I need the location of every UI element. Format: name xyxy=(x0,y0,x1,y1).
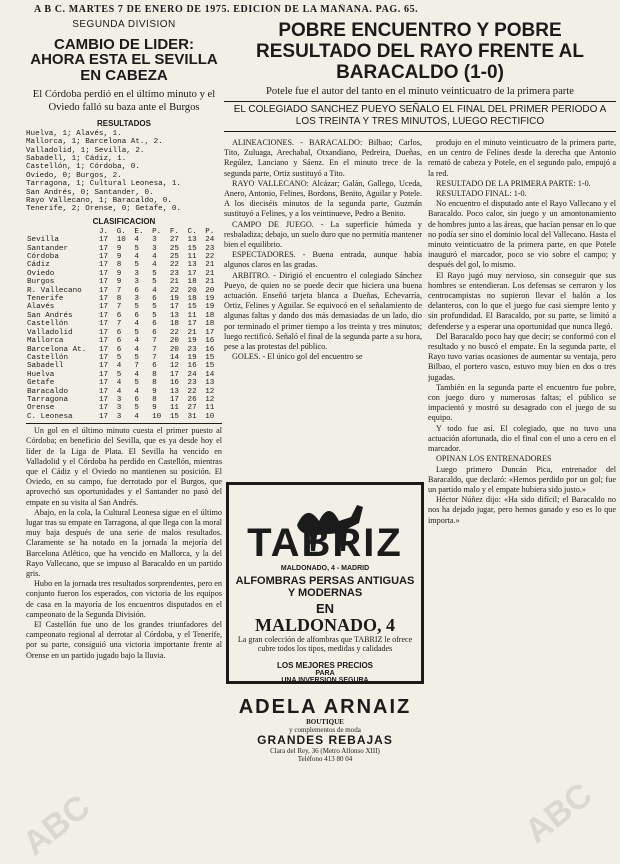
stat-cell: 25 xyxy=(169,253,179,262)
stat-cell: 4 xyxy=(134,253,139,262)
stat-cell: 15 xyxy=(187,303,197,312)
stat-cell: 6 xyxy=(152,362,157,371)
stat-cell: 8 xyxy=(116,261,122,270)
stat-cell: 15 xyxy=(169,412,179,421)
right-column-2 xyxy=(428,138,616,856)
stat-cell: 17 xyxy=(99,269,109,278)
stat-cell: 5 xyxy=(116,353,122,362)
stat-cell: 15 xyxy=(205,353,215,362)
stat-cell: 9 xyxy=(116,244,122,253)
paragraph: Del Baracaldo poco hay que decir; se conformó con el resultado y no buscó el empate. En la segunda parte, el Rayo tuvo varias ocasiones de aumentar su ventaja, pero Bilbao, el portero vasco, estuvo muy bien en dos o tres jugadas. xyxy=(428,331,616,382)
tabriz-para: PARA xyxy=(315,670,335,677)
stat-cell: 4 xyxy=(134,370,139,379)
stat-cell: 17 xyxy=(169,303,179,312)
standings-row xyxy=(26,379,222,387)
stat-cell: 4 xyxy=(152,286,157,295)
stat-cell: 3 xyxy=(152,244,157,253)
paragraph: El Castellón fue uno de los grandes triunfadores del campeonato regional al derrotar al Córdoba, y el Tenerife, por su parte, consiguió una victoria importante frente al Orense en un partido jugado bajo la lluvia. xyxy=(26,620,222,660)
stat-cell: 3 xyxy=(134,269,139,278)
stat-cell: 4 xyxy=(116,362,122,371)
standings-row xyxy=(26,261,222,269)
result-line: Mallorca, 1; Barcelona At., 2. xyxy=(26,138,163,147)
stat-cell: 13 xyxy=(187,261,197,270)
paragraph: Hubo en la jornada tres resultados sorprendentes, pero en conjunto fueron los esperados, con victoria de los equipos de casa en la mayoría de los encuentros disputados en el campeonato de la Segunda División. xyxy=(26,579,222,619)
stat-cell: 17 xyxy=(187,320,197,329)
page-header: A B C. MARTES 7 DE ENERO DE 1975. EDICION DE LA MAÑANA. PAG. 65. xyxy=(34,4,419,15)
stat-cell: 3 xyxy=(116,404,122,413)
standings-header-cell: P. xyxy=(152,227,162,236)
stat-cell: 17 xyxy=(99,311,109,320)
standings-header-row xyxy=(26,228,222,236)
team-name: Mallorca xyxy=(27,337,64,346)
stat-cell: 7 xyxy=(152,345,157,354)
stat-cell: 18 xyxy=(187,278,197,287)
results-list xyxy=(26,130,222,214)
stat-cell: 11 xyxy=(169,404,179,413)
team-name: Getafe xyxy=(27,379,55,388)
stat-cell: 9 xyxy=(152,387,157,396)
standings-row xyxy=(26,295,222,303)
stat-cell: 17 xyxy=(99,236,109,245)
stat-cell: 7 xyxy=(116,320,122,329)
paragraph: El Rayo jugó muy nervioso, sin conseguir que sus hombres se entendieran. Los defensas se cerraron y los centrocampistas no supieron llevar el balón a los delanteros, con lo que el juego fue casi siempre lento y sin profundidad. El Baracaldo, por su parte, se limitó a defenderse y a esperar una oportunidad que nunca llegó. xyxy=(428,270,616,331)
stat-cell: 18 xyxy=(205,320,215,329)
stat-cell: 22 xyxy=(169,328,179,337)
stat-cell: 17 xyxy=(99,253,109,262)
team-name: Tarragona xyxy=(27,395,69,404)
stat-cell: 18 xyxy=(169,320,179,329)
stat-cell: 17 xyxy=(99,387,109,396)
stat-cell: 13 xyxy=(187,236,197,245)
divider xyxy=(26,423,222,424)
stat-cell: 5 xyxy=(116,370,122,379)
stat-cell: 9 xyxy=(152,404,157,413)
stat-cell: 5 xyxy=(152,278,157,287)
standings-header-cell: F. xyxy=(169,227,179,236)
paragraph: GOLES. - El único gol del encuentro se xyxy=(232,352,363,362)
stat-cell: 17 xyxy=(99,320,109,329)
standings-row xyxy=(26,404,222,412)
stat-cell: 23 xyxy=(205,244,215,253)
standings-row xyxy=(26,396,222,404)
stat-cell: 5 xyxy=(134,353,139,362)
stat-cell: 23 xyxy=(187,379,197,388)
stat-cell: 4 xyxy=(116,379,122,388)
stat-cell: 10 xyxy=(205,412,215,421)
paragraph: Un gol en el último minuto cuesta el primer puesto al Córdoba; en beneficio del Sevilla, que es ya desde hoy el líder de la Liga de Plata. El Sevilla ha vencido en Valladolid y el Córdoba ha perdido en Castellón, mientras que el Cádiz y el Oviedo no mantienen su posición. El Oviedo, en su campo, fue derrotado por el Burgos, que aprovechó sus oportunidades y el Santander no pasó del empate en su visita al San Andrés. xyxy=(26,426,222,507)
standings-row xyxy=(26,253,222,261)
stat-cell: 9 xyxy=(116,253,122,262)
stat-cell: 12 xyxy=(169,362,179,371)
divider xyxy=(224,131,616,132)
result-line: Huelva, 1; Alavés, 1. xyxy=(26,129,122,138)
stat-cell: 17 xyxy=(99,362,109,371)
standings-row xyxy=(26,312,222,320)
result-line: Tenerife, 2; Orense, 0; Getafe, 0. xyxy=(26,205,181,214)
stat-cell: 31 xyxy=(187,412,197,421)
stat-cell: 3 xyxy=(134,278,139,287)
team-name: Córdoba xyxy=(27,253,59,262)
stat-cell: 6 xyxy=(134,395,139,404)
stat-cell: 6 xyxy=(116,311,122,320)
paragraph: produjo en el minuto veinticuatro de la primera parte, en un centro de Felines desde la derecha que Antonio remató de cabeza y Potele, en el segundo palo, empujó a la red. xyxy=(428,138,616,178)
stat-cell: 6 xyxy=(152,320,157,329)
stat-cell: 17 xyxy=(99,286,109,295)
stat-cell: 5 xyxy=(134,261,139,270)
stat-cell: 22 xyxy=(205,253,215,262)
adela-name: ADELA ARNAIZ xyxy=(238,696,412,718)
stat-cell: 4 xyxy=(152,261,157,270)
team-name: Alavés xyxy=(27,303,55,312)
stat-cell: 8 xyxy=(152,395,157,404)
stat-cell: 17 xyxy=(99,337,109,346)
team-name: Huelva xyxy=(27,370,55,379)
stat-cell: 3 xyxy=(116,395,122,404)
team-name: Oviedo xyxy=(27,269,55,278)
stat-cell: 16 xyxy=(205,345,215,354)
tabriz-street: MALDONADO, 4 xyxy=(255,615,395,635)
team-name: C. Leonesa xyxy=(27,412,73,421)
stat-cell: 5 xyxy=(134,379,139,388)
tabriz-ad xyxy=(226,482,424,684)
stat-cell: 24 xyxy=(187,370,197,379)
standings-row xyxy=(26,270,222,278)
stat-cell: 5 xyxy=(134,303,139,312)
stat-cell: 5 xyxy=(134,244,139,253)
team-name: Santander xyxy=(27,244,69,253)
stat-cell: 20 xyxy=(205,286,215,295)
team-name: San Andrés xyxy=(27,311,73,320)
stat-cell: 17 xyxy=(187,269,197,278)
standings-row xyxy=(26,337,222,345)
stat-cell: 16 xyxy=(205,337,215,346)
standings-row xyxy=(26,236,222,244)
paragraph: Luego primero Duncán Pica, entrenador del Baracaldo, que declaró: «Hemos perdido por un gol; fue un partido malo y el empate hubiera sido justo.» xyxy=(428,464,616,494)
stat-cell: 17 xyxy=(99,395,109,404)
stat-cell: 4 xyxy=(134,320,139,329)
adela-address: Clara del Rey, 36 (Metro Alfonso XIII) xyxy=(270,747,380,755)
standings-row xyxy=(26,303,222,311)
stat-cell: 19 xyxy=(205,303,215,312)
standings-row xyxy=(26,413,222,421)
standings-header-cell: G. xyxy=(116,227,126,236)
stat-cell: 27 xyxy=(187,404,197,413)
stat-cell: 17 xyxy=(99,379,109,388)
stat-cell: 23 xyxy=(169,269,179,278)
standings-header-cell xyxy=(26,228,98,236)
stat-cell: 6 xyxy=(116,328,122,337)
standings-row xyxy=(26,278,222,286)
stat-cell: 17 xyxy=(99,295,109,304)
stat-cell: 19 xyxy=(187,353,197,362)
standings-row xyxy=(26,388,222,396)
team-name: Burgos xyxy=(27,278,55,287)
standings-row xyxy=(26,354,222,362)
stat-cell: 18 xyxy=(187,295,197,304)
stat-cell: 4 xyxy=(134,337,139,346)
stat-cell: 5 xyxy=(152,311,157,320)
paragraph: También en la segunda parte el encuentro fue pobre, con juego duro y numerosas faltas; el público se impacientó y mostró su desagrado con el juego de su equipo. xyxy=(428,382,616,423)
paragraph: ALINEACIONES. - BARACALDO: Bilbao; Carlos, Tito, Zuluaga, Arechabal, Otxandiano, Pedreira, Dueñas, Regúlez, Lanciano y Sáenz. En el minuto trece de la segunda parte, Ortiz sustituyó a Tito. xyxy=(224,138,422,178)
stat-cell: 3 xyxy=(116,412,122,421)
stat-cell: 17 xyxy=(99,404,109,413)
adela-phone: Teléfono 413 80 04 xyxy=(297,755,353,763)
stat-cell: 14 xyxy=(169,353,179,362)
team-name: Valladolid xyxy=(27,328,73,337)
stat-cell: 7 xyxy=(116,286,122,295)
stat-cell: 11 xyxy=(187,311,197,320)
divider xyxy=(224,101,616,102)
stat-cell: 7 xyxy=(152,353,157,362)
stat-cell: 10 xyxy=(116,236,126,245)
watermark-abc: ABC xyxy=(517,775,600,851)
standings-row xyxy=(26,245,222,253)
right-deck: Potele fue el autor del tanto en el minuto veinticuatro de la primera parte xyxy=(266,86,574,97)
paragraph: OPINAN LOS ENTRENADORES xyxy=(436,454,552,464)
adela-arnaiz-ad xyxy=(226,696,424,763)
standings-header-cell: C. xyxy=(187,227,197,236)
stat-cell: 17 xyxy=(99,328,109,337)
result-line: Oviedo, 0; Burgos, 2. xyxy=(26,171,122,180)
tabriz-prices: LOS MEJORES PRECIOS xyxy=(276,661,374,670)
stat-cell: 7 xyxy=(116,303,122,312)
stat-cell: 26 xyxy=(187,395,197,404)
stat-cell: 21 xyxy=(205,278,215,287)
left-body xyxy=(26,426,222,661)
stat-cell: 23 xyxy=(187,345,197,354)
stat-cell: 6 xyxy=(152,295,157,304)
stat-cell: 13 xyxy=(169,311,179,320)
stat-cell: 25 xyxy=(169,244,179,253)
team-name: Baracaldo xyxy=(27,387,69,396)
team-name: Barcelona At. xyxy=(27,345,87,354)
stat-cell: 6 xyxy=(116,337,122,346)
stat-cell: 4 xyxy=(134,412,139,421)
paragraph: ESPECTADORES. - Buena entrada, aunque había algunos claros en las gradas. xyxy=(224,250,422,270)
stat-cell: 17 xyxy=(99,278,109,287)
team-name: Sevilla xyxy=(27,236,59,245)
stat-cell: 17 xyxy=(169,395,179,404)
tabriz-text: La gran colección de alfombras que TABRIZ le ofrece cubre todos los tipos, medidas y calidades xyxy=(237,635,413,653)
stat-cell: 27 xyxy=(169,236,179,245)
right-area xyxy=(224,20,616,856)
stat-cell: 15 xyxy=(205,362,215,371)
stat-cell: 19 xyxy=(205,295,215,304)
stat-cell: 5 xyxy=(134,328,139,337)
result-line: Sabadell, 1; Cádiz, 1. xyxy=(26,154,127,163)
adela-slogan: y complementos de moda xyxy=(289,726,361,734)
stat-cell: 21 xyxy=(205,269,215,278)
paragraph: Y todo fue así. El colegiado, que no tuvo una actuación afortunada, dio el final con el uno a cero en el marcador. xyxy=(428,423,616,454)
stat-cell: 16 xyxy=(187,362,197,371)
stat-cell: 19 xyxy=(169,295,179,304)
right-subdeck: EL COLEGIADO SANCHEZ PUEYO SEÑALO EL FINAL DEL PRIMER PERIODO A LOS TREINTA Y TRES MINUTOS, LUEGO RECTIFICO xyxy=(233,104,607,127)
left-deck: El Córdoba perdió en el último minuto y el Oviedo falló su baza ante el Burgos xyxy=(32,88,216,113)
watermark-abc: ABC xyxy=(15,787,98,863)
stat-cell: 17 xyxy=(99,412,109,421)
team-name: Castellón xyxy=(27,353,69,362)
stat-cell: 5 xyxy=(134,404,139,413)
team-name: Castellón xyxy=(27,320,69,329)
stat-cell: 18 xyxy=(205,311,215,320)
stat-cell: 11 xyxy=(187,253,197,262)
stat-cell: 22 xyxy=(169,286,179,295)
adela-sale: GRANDES REBAJAS xyxy=(257,733,393,747)
adela-boutique: BOUTIQUE xyxy=(306,718,344,726)
stat-cell: 24 xyxy=(205,236,215,245)
stat-cell: 6 xyxy=(116,345,122,354)
team-name: Sabadell xyxy=(27,362,64,371)
stat-cell: 21 xyxy=(205,261,215,270)
stat-cell: 20 xyxy=(187,286,197,295)
stat-cell: 11 xyxy=(205,404,215,413)
paragraph: CAMPO DE JUEGO. - La superficie húmeda y resbaladiza; debajo, un suelo duro que no permitía mantener bien el equilibrio. xyxy=(224,219,422,250)
tabriz-brand: TABRIZ xyxy=(247,521,403,565)
paragraph: Héctor Núñez dijo: «Ha sido difícil; el Baracaldo no nos ha dejado jugar, pero hemos ganado y eso es lo que importa.» xyxy=(428,495,616,525)
standings-table xyxy=(26,228,222,421)
stat-cell: 12 xyxy=(205,395,215,404)
paragraph: ARBITRO. - Dirigió el encuentro el colegiado Sánchez Pueyo, de quien no se puede decir que hiciera una buena actuación. Enseñó tarjeta blanca a Dueñas, Echevarría, Ortiz, Felines y Aguilar. Se equivocó en el señalamiento de algunas faltas y dando dos más demasiadas de un lado, dio por terminado el primer tiempo a los treinta y tres minutos; luego rectificó. Señaló el final de la segunda parte a su hora, pese a las protestas del público. xyxy=(224,270,422,352)
stat-cell: 17 xyxy=(99,303,109,312)
stat-cell: 10 xyxy=(152,412,162,421)
stat-cell: 15 xyxy=(187,244,197,253)
stat-cell: 6 xyxy=(152,328,157,337)
stat-cell: 17 xyxy=(169,370,179,379)
stat-cell: 6 xyxy=(134,286,139,295)
standings-title: CLASIFICACION xyxy=(92,216,156,226)
left-column xyxy=(26,20,222,856)
tabriz-en: EN xyxy=(315,601,335,616)
team-name: R. Vallecano xyxy=(27,286,82,295)
stat-cell: 20 xyxy=(169,345,179,354)
paragraph: No encuentro el disputado ante el Rayo Vallecano y el Baracaldo. Poco calor, sin juego y un amontonamiento de hombres junto a las áreas, que hacían pensar en lo que no podía ser sino el dominio local del Vallecano. Hasta el minuto veinticuatro de la primera parte, en que Potele inauguró el marcador, poco se vio sobre el campo; y después del gol, lo mismo. xyxy=(428,199,616,270)
stat-cell: 5 xyxy=(152,303,157,312)
standings-row xyxy=(26,329,222,337)
stat-cell: 8 xyxy=(152,370,157,379)
tabriz-address: MALDONADO, 4 - MADRID xyxy=(280,565,370,572)
stat-cell: 6 xyxy=(134,311,139,320)
team-name: Orense xyxy=(27,404,55,413)
standings-row xyxy=(26,362,222,370)
stat-cell: 17 xyxy=(99,345,109,354)
stat-cell: 7 xyxy=(152,337,157,346)
team-name: Tenerife xyxy=(27,295,64,304)
stat-cell: 4 xyxy=(134,236,139,245)
results-title: RESULTADOS xyxy=(97,118,151,128)
stat-cell: 13 xyxy=(169,387,179,396)
stat-cell: 4 xyxy=(134,387,139,396)
right-column-1 xyxy=(224,138,422,478)
stat-cell: 9 xyxy=(116,278,122,287)
left-headline: CAMBIO DE LIDER: AHORA ESTA EL SEVILLA EN CABEZA xyxy=(30,35,218,84)
standings-row xyxy=(26,287,222,295)
stat-cell: 4 xyxy=(152,253,157,262)
stat-cell: 4 xyxy=(116,387,122,396)
stat-cell: 3 xyxy=(152,236,157,245)
stat-cell: 3 xyxy=(134,295,139,304)
stat-cell: 17 xyxy=(99,261,109,270)
stat-cell: 16 xyxy=(169,379,179,388)
stat-cell: 4 xyxy=(134,345,139,354)
paragraph: RAYO VALLECANO: Alcázar; Galán, Gallego, Uceda, Anero, Antonio, Felines, Bordons, Benito, Aguilar y Potele. A los dieciséis minutos de la segunda parte, Guzmán sustituyó a Felines, y a los veintinueve, Pedro a Benito. xyxy=(224,178,422,219)
section-label: SEGUNDA DIVISION xyxy=(72,20,176,30)
stat-cell: 17 xyxy=(99,370,109,379)
tabriz-tagline: ALFOMBRAS PERSAS ANTIGUAS Y MODERNAS xyxy=(235,575,415,599)
paragraph: Abajo, en la cola, la Cultural Leonesa sigue en el último lugar tras su empate en Tarragona, al que llega con la moral muy baja después de una serie de malos resultados. Claramente se ha notado en la jornada la mejoría del Barcelona Atlético, que ha vencido en Mallorca, y la del Rayo Vallecano, que se impuso al Baracaldo en un partido gris. xyxy=(26,507,222,578)
standings-row xyxy=(26,371,222,379)
stat-cell: 9 xyxy=(116,269,122,278)
stat-cell: 22 xyxy=(169,261,179,270)
stat-cell: 22 xyxy=(187,387,197,396)
stat-cell: 17 xyxy=(99,353,109,362)
standings-header-cell: P. xyxy=(205,227,215,236)
result-line: Tarragona, 1; Cultural Leonesa, 1. xyxy=(26,180,181,189)
standings-header-cell: E. xyxy=(134,227,144,236)
stat-cell: 8 xyxy=(116,295,122,304)
stat-cell: 21 xyxy=(169,278,179,287)
stat-cell: 17 xyxy=(99,244,109,253)
stat-cell: 8 xyxy=(152,379,157,388)
stat-cell: 13 xyxy=(205,379,215,388)
paragraph: RESULTADO FINAL: 1-0. xyxy=(436,189,527,199)
right-headline: POBRE ENCUENTRO Y POBRE RESULTADO DEL RAYO FRENTE AL BARACALDO (1-0) xyxy=(256,20,584,83)
stat-cell: 5 xyxy=(152,269,157,278)
stat-cell: 14 xyxy=(205,370,215,379)
team-name: Cádiz xyxy=(27,261,50,270)
stat-cell: 21 xyxy=(187,328,197,337)
result-line: San Andrés, 0; Santander, 0. xyxy=(26,188,154,197)
stat-cell: 20 xyxy=(169,337,179,346)
standings-header-cell: J. xyxy=(99,227,109,236)
tabriz-inv: UNA INVERSION SEGURA xyxy=(281,677,369,684)
stat-cell: 19 xyxy=(187,337,197,346)
result-line: Rayo Vallecano, 1; Baracaldo, 0. xyxy=(26,197,172,205)
paragraph: RESULTADO DE LA PRIMERA PARTE: 1-0. xyxy=(436,178,591,188)
stat-cell: 12 xyxy=(205,387,215,396)
standings-row xyxy=(26,320,222,328)
stat-cell: 7 xyxy=(134,362,139,371)
stat-cell: 17 xyxy=(205,328,215,337)
standings-row xyxy=(26,346,222,354)
result-line: Valladolid, 1; Sevilla, 2. xyxy=(26,146,145,155)
result-line: Castellón, 1; Córdoba, 0. xyxy=(26,163,140,172)
